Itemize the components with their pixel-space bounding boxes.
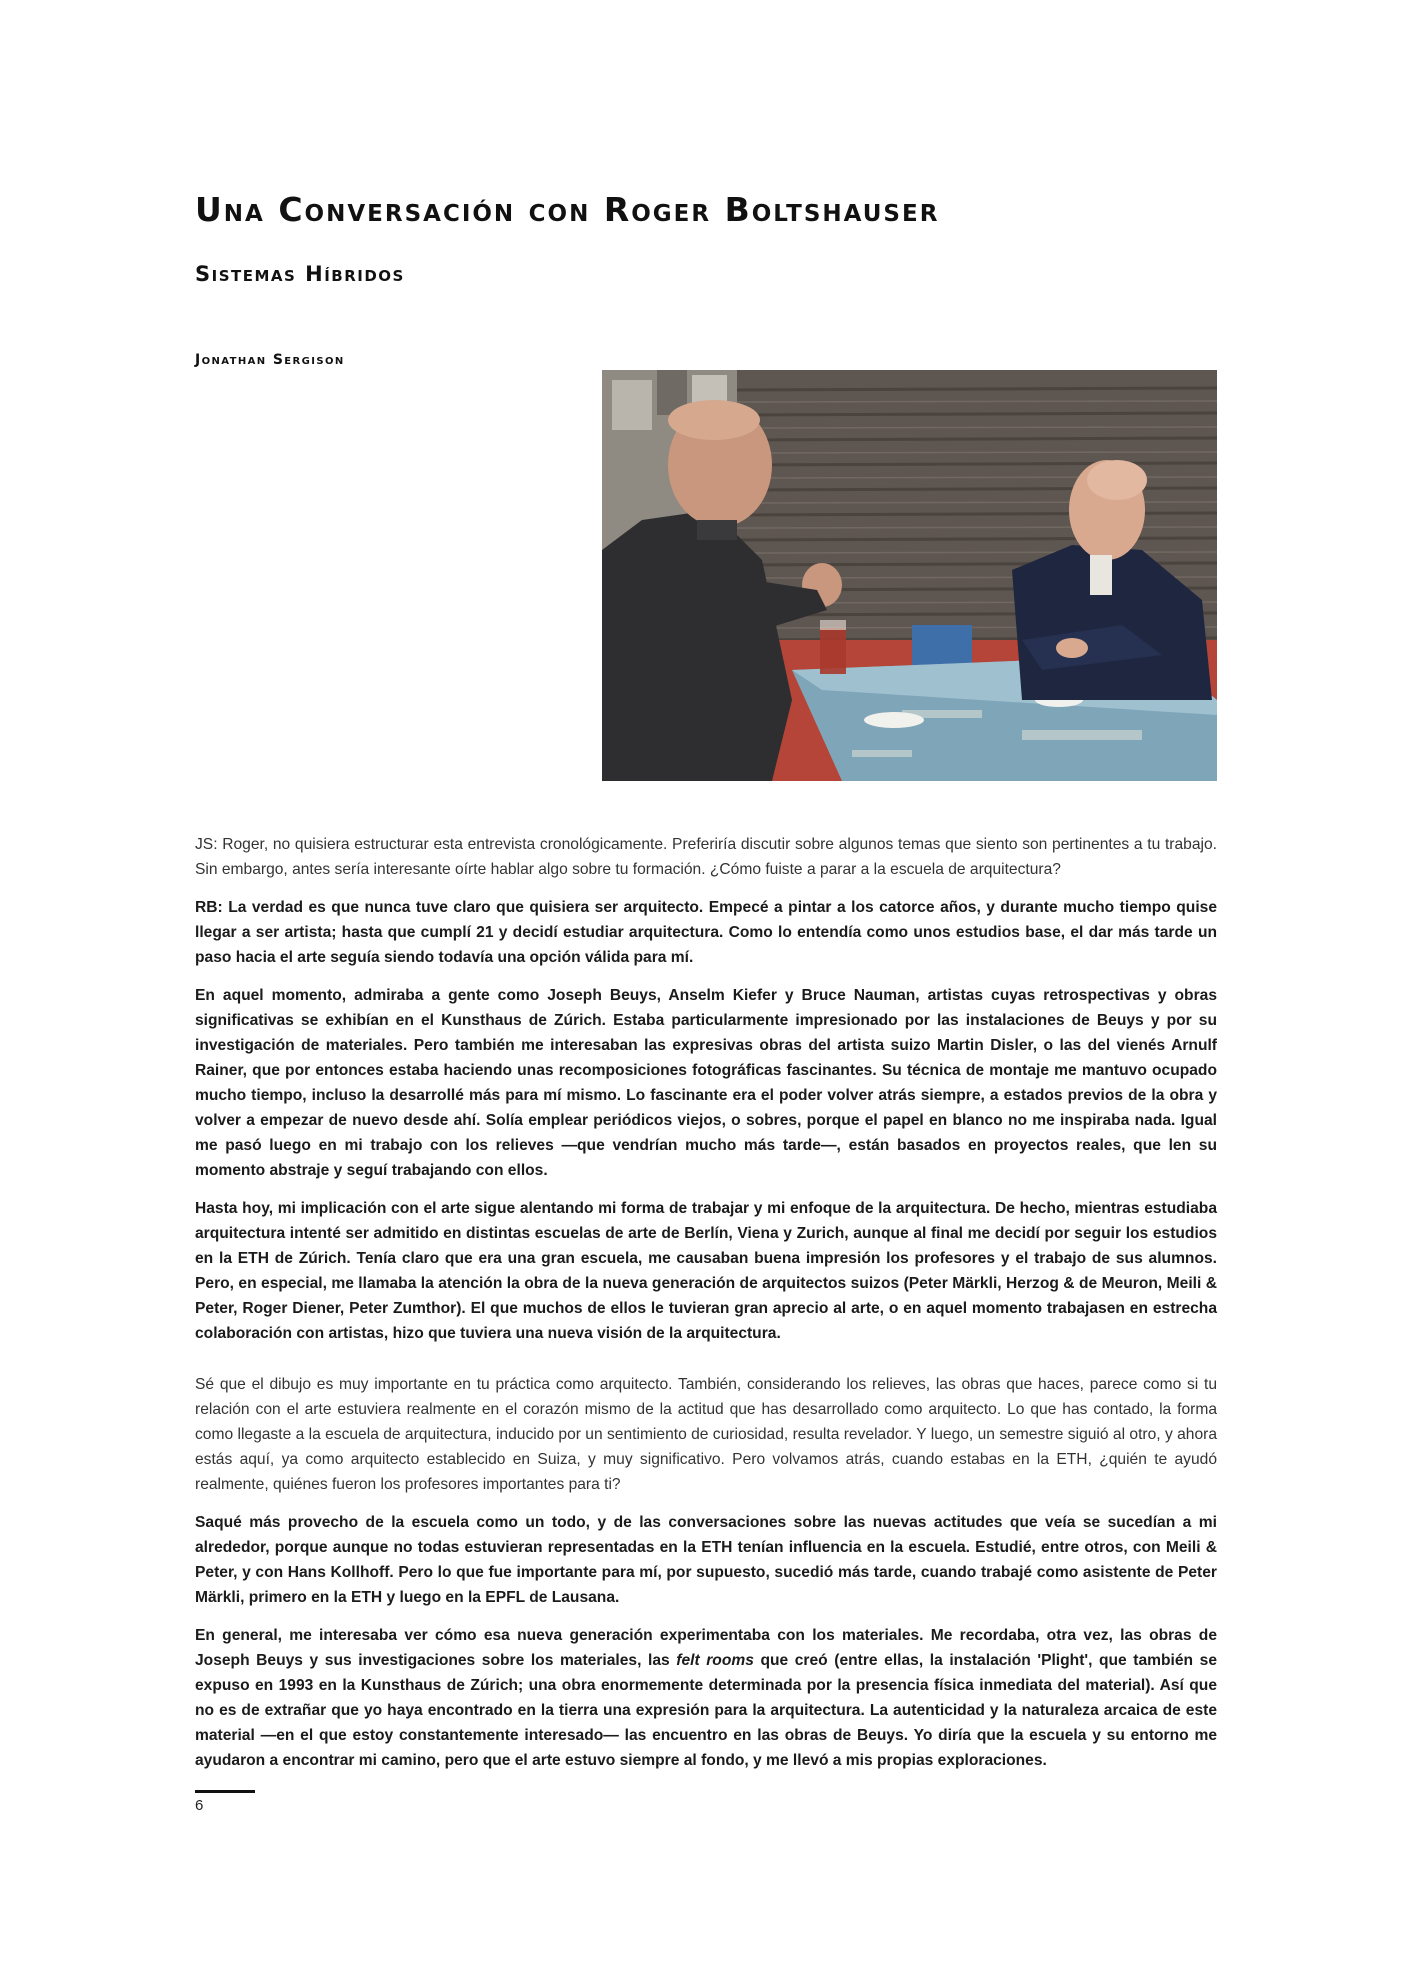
photo-two-men-at-table bbox=[602, 370, 1217, 781]
answer-text: que creó (entre ellas, la instalación 'Plight', que también se expuso en 1993 en la Kunsthaus de Zúrich; una obra enormemente determinada por la presencia física inmediata del material). Así que no es de extrañar que yo haya encontrado en la tierra una expresión para la arquitectura. La autenticidad y la naturaleza arcaica de este material —en el que estoy constantemente interesado— las encuentro en las obras de Beuys. Yo diría que la escuela y su entorno me ayudaron a encontrar mi camino, pero que el arte estuvo siempre al fondo, y me llevó a mis propias exploraciones. bbox=[195, 1652, 1217, 1769]
photo-illustration bbox=[602, 370, 1217, 781]
article-subtitle: Sistemas Híbridos bbox=[195, 262, 405, 286]
page-number: 6 bbox=[195, 1797, 204, 1814]
italic-term: felt rooms bbox=[676, 1652, 754, 1669]
footer-rule bbox=[195, 1790, 255, 1793]
answer-paragraph: Saqué más provecho de la escuela como un todo, y de las conversaciones sobre las nuevas actitudes que veía se sucedían a mi alrededor, porque aunque no todas estuvieran representadas en la ETH tenían influencia en la escuela. Estudié, entre otros, con Meili & Peter, y con Hans Kollhoff. Pero lo que fue importante para mí, por supuesto, sucedió más tarde, cuando trabajé como asistente de Peter Märkli, primero en la ETH y luego en la EPFL de Lausana. bbox=[195, 1514, 1217, 1606]
answer-paragraph: En aquel momento, admiraba a gente como Joseph Beuys, Anselm Kiefer y Bruce Nauman, artistas cuyas retrospectivas y obras significativas se exhibían en el Kunsthaus de Zúrich. Estaba particularmente impresionado por las instalaciones de Beuys y por su investigación de materiales. Pero también me interesaban las expresivas obras del artista suizo Martin Disler, o las del vienés Arnulf Rainer, que por entonces estaba haciendo unas recomposiciones fotográficas fascinantes. Su técnica de montaje me mantuvo ocupado mucho tiempo, incluso la desarrollé más para mí mismo. Lo fascinante era el poder volver atrás siempre, a estados previos de la obra y volver a empezar de nuevo desde ahí. Solía emplear periódicos viejos, o sobres, porque el papel en blanco no me inspiraba nada. Igual me pasó luego en mi trabajo con los relieves —que vendrían mucho más tarde—, están basados en proyectos reales, que len su momento abstraje y seguí trabajando con ellos. bbox=[195, 987, 1217, 1179]
answer-paragraph: RB: La verdad es que nunca tuve claro que quisiera ser arquitecto. Empecé a pintar a los catorce años, y durante mucho tiempo quise llegar a ser artista; hasta que cumplí 21 y decidí estudiar arquitectura. Como lo entendía como unos estudios base, el dar más tarde un paso hacia el arte seguía siendo todavía una opción válida para mí. bbox=[195, 899, 1217, 966]
answer-paragraph: Hasta hoy, mi implicación con el arte sigue alentando mi forma de trabajar y mi enfoque de la arquitectura. De hecho, mientras estudiaba arquitectura intenté ser admitido en distintas escuelas de arte de Berlín, Viena y Zurich, aunque al final me decidí por seguir los estudios en la ETH de Zúrich. Tenía claro que era una gran escuela, me causaban buena impresión los profesores y el trabajo de sus alumnos. Pero, en especial, me llamaba la atención la obra de la nueva generación de arquitectos suizos (Peter Märkli, Herzog & de Meuron, Meili & Peter, Roger Diener, Peter Zumthor). El que muchos de ellos le tuvieran gran aprecio al arte, o en aquel momento trabajasen en estrecha colaboración con artistas, hizo que tuviera una nueva visión de la arquitectura. bbox=[195, 1200, 1217, 1342]
question-paragraph: JS: Roger, no quisiera estructurar esta entrevista cronológicamente. Preferiría discutir sobre algunos temas que siento son pertinentes a tu trabajo. Sin embargo, antes sería interesante oírte hablar algo sobre tu formación. ¿Cómo fuiste a parar a la escuela de arquitectura? bbox=[195, 836, 1217, 878]
author-name: Jonathan Sergison bbox=[195, 352, 345, 368]
answer-paragraph bbox=[195, 1623, 1217, 1773]
answer-text: En general, me interesaba ver cómo esa nueva generación experimentaba con los materiales. Me recordaba, otra vez, las obras de Joseph Beuys y sus investigaciones sobre los materiales, las bbox=[195, 1627, 1217, 1669]
question-paragraph: Sé que el dibujo es muy importante en tu práctica como arquitecto. También, considerando los relieves, las obras que haces, parece como si tu relación con el arte estuviera realmente en el corazón mismo de la actitud que has desarrollado como arquitecto. Lo que has contado, la forma como llegaste a la escuela de arquitectura, inducido por un sentimiento de curiosidad, resulta revelador. Y luego, un semestre siguió al otro, y ahora estás aquí, ya como arquitecto establecido en Suiza, y muy significativo. Pero volvamos atrás, cuando estabas en la ETH, ¿quién te ayudó realmente, quiénes fueron los profesores importantes para ti? bbox=[195, 1376, 1217, 1493]
article-body bbox=[195, 832, 1217, 1786]
article-title: Una Conversación con Roger Boltshauser bbox=[195, 190, 940, 229]
